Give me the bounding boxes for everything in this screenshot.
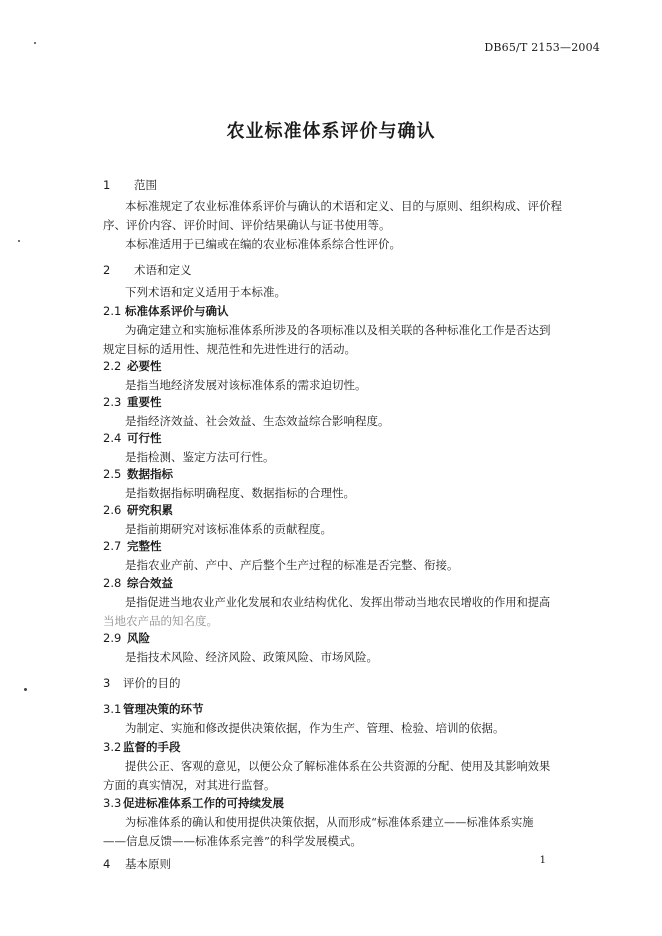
term-heading-2-1 bbox=[103, 303, 228, 319]
section-title: 基本原则 bbox=[125, 857, 171, 871]
term-number: 2.3 bbox=[103, 395, 122, 409]
term-definition: 是指数据指标明确程度、数据指标的合理性。 bbox=[125, 486, 355, 500]
item-number: 3.3 bbox=[103, 796, 122, 810]
section-3-heading bbox=[103, 675, 181, 691]
term-definition: 为确定建立和实施标准体系所涉及的各项标准以及相关联的各种标准化工作是否达到 bbox=[125, 323, 551, 337]
term-number: 2.9 bbox=[103, 631, 122, 645]
paragraph-line: 序、评价内容、评价时间、评价结果确认与证书使用等。 bbox=[103, 218, 391, 232]
term-title: 综合效益 bbox=[127, 576, 173, 590]
term-heading-2-6 bbox=[103, 502, 173, 518]
term-number: 2.4 bbox=[103, 431, 122, 445]
term-title: 风险 bbox=[127, 631, 150, 645]
term-number: 2.8 bbox=[103, 576, 122, 590]
term-definition: 规定目标的适用性、规范性和先进性进行的活动。 bbox=[103, 342, 356, 356]
term-heading-2-3 bbox=[103, 394, 162, 410]
section-number: 4 bbox=[103, 857, 111, 871]
item-number: 3.1 bbox=[103, 702, 122, 716]
item-text: 为制定、实施和修改提供决策依据，作为生产、管理、检验、培训的依据。 bbox=[125, 721, 505, 735]
section-number: 1 bbox=[103, 178, 111, 192]
term-definition: 是指促进当地农业产业化发展和农业结构优化、发挥出带动当地农民增收的作用和提高 bbox=[125, 596, 551, 609]
scan-speck bbox=[18, 240, 20, 242]
item-title: 管理决策的环节 bbox=[123, 702, 204, 716]
term-definition: 是指农业产前、产中、产后整个生产过程的标准是否完整、衔接。 bbox=[125, 558, 459, 572]
term-heading-2-9 bbox=[103, 630, 150, 646]
document-code: DB65/T 2153—2004 bbox=[484, 41, 600, 54]
term-heading-2-7 bbox=[103, 538, 162, 554]
term-definition: 是指检测、鉴定方法可行性。 bbox=[125, 450, 275, 464]
scan-speck bbox=[24, 688, 27, 691]
term-title: 重要性 bbox=[127, 395, 162, 409]
term-number: 2.2 bbox=[103, 359, 122, 373]
term-heading-2-8 bbox=[103, 575, 173, 591]
item-heading-3-1 bbox=[103, 701, 204, 717]
item-text: 提供公正、客观的意见，以便公众了解标准体系在公共资源的分配、使用及其影响效果 bbox=[125, 760, 551, 773]
section-title: 范围 bbox=[134, 178, 157, 192]
section-1-heading bbox=[103, 177, 157, 193]
term-heading-2-5 bbox=[103, 466, 173, 482]
section-number: 3 bbox=[103, 676, 111, 690]
paragraph-line: 下列术语和定义适用于本标准。 bbox=[125, 285, 286, 299]
item-number: 3.2 bbox=[103, 740, 122, 754]
item-title: 监督的手段 bbox=[123, 740, 181, 754]
item-heading-3-2 bbox=[103, 739, 181, 755]
item-text: ——信息反馈——标准体系完善”的科学发展模式。 bbox=[103, 834, 362, 848]
term-number: 2.6 bbox=[103, 503, 122, 517]
page-number: 1 bbox=[539, 855, 546, 866]
term-heading-2-2 bbox=[103, 358, 162, 374]
term-number: 2.5 bbox=[103, 467, 122, 481]
term-title: 标准体系评价与确认 bbox=[124, 304, 229, 318]
item-title: 促进标准体系工作的可持续发展 bbox=[123, 796, 284, 810]
section-4-heading bbox=[103, 856, 171, 872]
term-definition: 当地农产品的知名度。 bbox=[103, 614, 218, 628]
term-number: 2.1 bbox=[103, 304, 122, 318]
term-title: 研究积累 bbox=[127, 503, 173, 517]
term-number: 2.7 bbox=[103, 539, 122, 553]
item-text: 为标准体系的确认和使用提供决策依据，从而形成“标准体系建立——标准体系实施 bbox=[125, 816, 534, 829]
section-2-heading bbox=[103, 262, 192, 278]
scan-speck bbox=[34, 42, 36, 44]
term-title: 必要性 bbox=[127, 359, 162, 373]
term-definition: 是指经济效益、社会效益、生态效益综合影响程度。 bbox=[125, 414, 390, 428]
term-title: 完整性 bbox=[127, 539, 162, 553]
section-number: 2 bbox=[103, 263, 111, 277]
paragraph-line: 本标准规定了农业标准体系评价与确认的术语和定义、目的与原则、组织构成、评价程 bbox=[125, 199, 562, 213]
section-title: 评价的目的 bbox=[123, 676, 181, 690]
term-heading-2-4 bbox=[103, 430, 162, 446]
term-definition: 是指当地经济发展对该标准体系的需求迫切性。 bbox=[125, 378, 367, 392]
item-text: 方面的真实情况，对其进行监督。 bbox=[103, 778, 276, 792]
term-title: 可行性 bbox=[127, 431, 162, 445]
item-heading-3-3 bbox=[103, 795, 284, 811]
term-title: 数据指标 bbox=[127, 467, 173, 481]
term-definition: 是指前期研究对该标准体系的贡献程度。 bbox=[125, 522, 332, 536]
page-title: 农业标准体系评价与确认 bbox=[226, 121, 436, 142]
section-title: 术语和定义 bbox=[134, 263, 192, 277]
paragraph-line: 本标准适用于已编或在编的农业标准体系综合性评价。 bbox=[125, 237, 401, 251]
term-definition: 是指技术风险、经济风险、政策风险、市场风险。 bbox=[125, 650, 378, 664]
